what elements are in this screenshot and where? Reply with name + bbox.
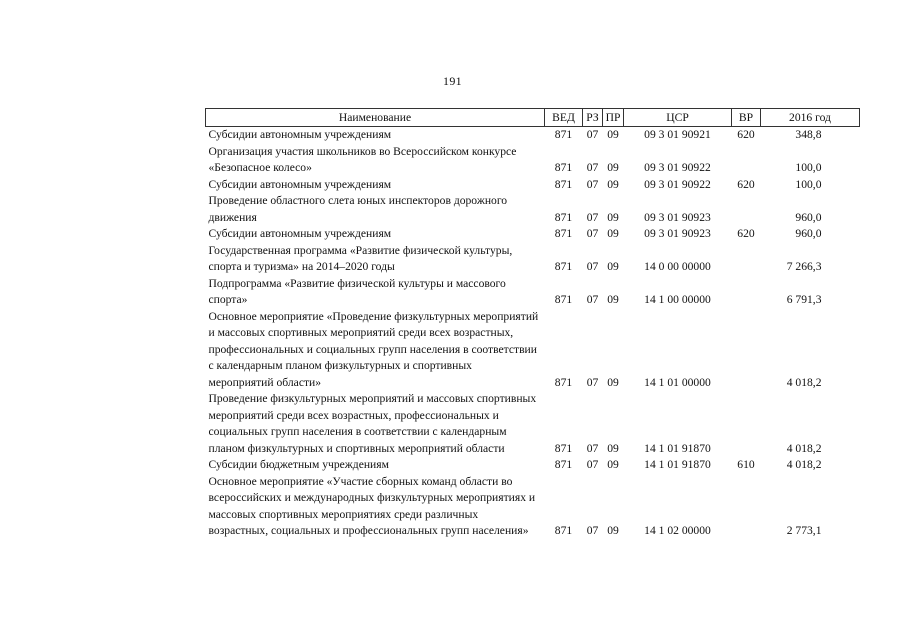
row-pr: 09: [607, 293, 619, 306]
row-pr: 09: [607, 227, 619, 240]
row-csr: 09 3 01 90923: [644, 210, 711, 224]
row-csr: 14 1 01 91870: [644, 458, 711, 471]
header-name: Наименование: [206, 109, 545, 127]
row-sum: 100,0: [795, 161, 822, 174]
row-name: Государственная программа «Развитие физической культуры, спорта и туризма» на 2014–2020 годы: [208, 243, 513, 273]
row-csr: 14 0 00 00000: [644, 260, 711, 273]
row-sum: 348,8: [795, 128, 822, 141]
row-vr: 620: [737, 128, 755, 141]
header-row: [206, 109, 860, 127]
row-pr: 09: [607, 210, 619, 224]
table-body: [206, 127, 860, 540]
row-rz: 07: [586, 210, 599, 224]
budget-table: [205, 108, 860, 540]
row-name: Субсидии автономным учреждениям: [208, 128, 392, 141]
row-pr: 09: [607, 441, 619, 455]
table-row: [206, 144, 860, 177]
table-row: [206, 391, 860, 457]
row-vr: [732, 309, 761, 392]
table-row: [206, 243, 860, 276]
row-sum: 100,0: [795, 177, 822, 191]
row-csr: 14 1 01 00000: [644, 375, 711, 389]
row-ved: 871: [554, 128, 573, 141]
row-rz: 07: [586, 458, 599, 471]
row-pr: 09: [607, 458, 619, 471]
row-pr: 09: [607, 177, 619, 191]
row-rz: 07: [586, 524, 599, 537]
row-rz: 07: [586, 375, 599, 389]
header-vr: ВР: [732, 109, 761, 127]
page-number: 191: [443, 74, 462, 88]
row-rz: 07: [586, 177, 599, 191]
table-row: [206, 226, 860, 243]
row-name: Проведение областного слета юных инспекторов дорожного движения: [208, 194, 508, 224]
row-pr: 09: [607, 375, 619, 389]
table-header: [206, 109, 860, 127]
row-csr: 09 3 01 90923: [644, 227, 711, 240]
row-sum: 960,0: [795, 210, 822, 224]
row-ved: 871: [554, 375, 573, 389]
row-pr: 09: [607, 128, 619, 141]
row-ved: 871: [554, 458, 573, 471]
row-vr: [732, 474, 761, 540]
row-rz: 07: [586, 293, 599, 306]
row-ved: 871: [554, 177, 573, 191]
table-row: [206, 457, 860, 474]
row-sum: 4 018,2: [786, 458, 822, 471]
row-rz: 07: [586, 260, 599, 273]
row-vr: [732, 391, 761, 457]
row-pr: 09: [607, 524, 619, 537]
row-rz: 07: [586, 161, 599, 174]
row-ved: 871: [554, 524, 573, 537]
row-vr: [732, 276, 761, 309]
table-row: [206, 309, 860, 392]
row-csr: 14 1 01 91870: [644, 441, 711, 455]
row-ved: 871: [554, 441, 573, 455]
row-sum: 960,0: [795, 227, 822, 240]
table-row: [206, 276, 860, 309]
row-sum: 4 018,2: [786, 375, 822, 389]
row-sum: 2 773,1: [786, 524, 822, 537]
row-csr: 09 3 01 90921: [644, 128, 711, 141]
row-vr: [732, 243, 761, 276]
row-pr: 09: [607, 260, 619, 273]
table-row: [206, 193, 860, 226]
row-ved: 871: [554, 293, 573, 306]
row-vr: 620: [737, 227, 755, 240]
row-csr: 09 3 01 90922: [644, 177, 711, 191]
row-sum: 7 266,3: [786, 260, 822, 273]
row-name: Проведение физкультурных мероприятий и массовых спортивных мероприятий среди всех возрастных, профессиональных и социальных групп населения в соответствии с календарным планом физкультурных и спортивных мероприятий области: [208, 392, 537, 455]
row-name: Субсидии автономным учреждениям: [208, 177, 392, 191]
row-sum: 4 018,2: [786, 441, 822, 455]
header-ved: ВЕД: [545, 109, 583, 127]
row-name: Субсидии автономным учреждениям: [208, 227, 392, 240]
header-rz: РЗ: [583, 109, 603, 127]
row-name: Субсидии бюджетным учреждениям: [208, 458, 389, 471]
header-csr: ЦСР: [624, 109, 732, 127]
row-csr: 14 1 02 00000: [644, 524, 711, 537]
table-row: [206, 127, 860, 144]
row-pr: 09: [607, 161, 619, 174]
row-rz: 07: [586, 128, 599, 141]
header-year: 2016 год: [761, 109, 860, 127]
header-pr: ПР: [603, 109, 624, 127]
row-name: Основное мероприятие «Участие сборных команд области во всероссийских и международных физкультурных мероприятиях и массовых спортивных мероприятиях среди различных возрастных, социальных и профессиональных групп населения»: [208, 474, 536, 537]
row-name: Подпрограмма «Развитие физической культуры и массового спорта»: [208, 276, 506, 306]
row-ved: 871: [554, 260, 573, 273]
row-ved: 871: [554, 161, 573, 174]
row-rz: 07: [586, 441, 599, 455]
row-ved: 871: [554, 227, 573, 240]
row-sum: 6 791,3: [786, 293, 822, 306]
row-vr: 620: [737, 177, 755, 191]
row-name: Организация участия школьников во Всероссийском конкурсе «Безопасное колесо»: [208, 144, 517, 174]
row-vr: 610: [737, 458, 755, 471]
table-row: [206, 474, 860, 540]
row-csr: 14 1 00 00000: [644, 293, 711, 306]
table-row: [206, 177, 860, 194]
row-name: Основное мероприятие «Проведение физкультурных мероприятий и массовых спортивных мероприятий среди всех возрастных, профессиональных и социальных групп населения в соответствии с календарным планом физкультурных и спортивных мероприятий области»: [208, 309, 539, 389]
row-vr: [732, 193, 761, 226]
row-ved: 871: [554, 210, 573, 224]
row-rz: 07: [586, 227, 599, 240]
row-csr: 09 3 01 90922: [644, 161, 711, 174]
row-vr: [732, 144, 761, 177]
